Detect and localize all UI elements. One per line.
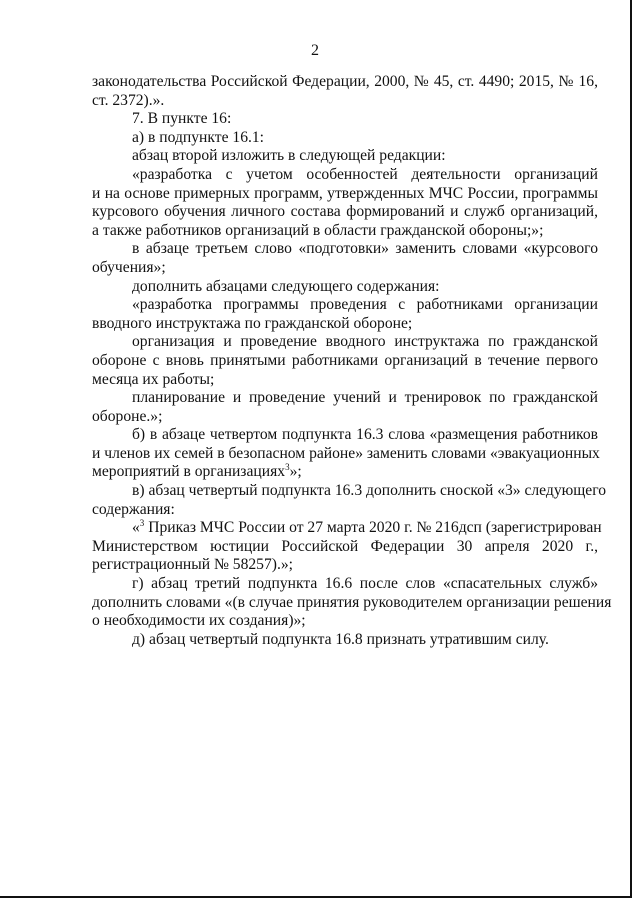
text-line: ст. 2372).». xyxy=(92,91,165,109)
text-line: законодательства Российской Федерации, 2000, № 45, ст. 4490; 2015, № 16, xyxy=(92,73,598,90)
text-line: «разработка программы проведения с работниками организации xyxy=(132,296,598,314)
text-line: вводного инструктажа по гражданской обороне; xyxy=(92,314,413,332)
text-segment: Приказ МЧС России от 27 марта 2020 г. № 216дсп (зарегистрирован xyxy=(144,519,602,537)
text-line: дополнить абзацами следующего содержания: xyxy=(132,277,440,295)
text-line: месяца их работы; xyxy=(92,370,215,388)
text-line: обороне.»; xyxy=(92,407,163,425)
text-line: г) абзац третий подпункта 16.6 после слов «спасательных служб» xyxy=(132,575,598,593)
text-segment: « xyxy=(132,519,140,537)
text-line: б) в абзаце четвертом подпункта 16.3 слова «размещения работников xyxy=(132,426,598,444)
text-line: организация и проведение вводного инструктажа по гражданской xyxy=(132,333,598,351)
text-line: а) в подпункте 16.1: xyxy=(132,128,265,146)
text-line: д) абзац четвертый подпункта 16.8 признать утратившим силу. xyxy=(132,630,549,648)
text-line: о необходимости их создания)»; xyxy=(92,612,306,630)
text-line: и членов их семей в безопасном районе» заменить словами «эвакуационных xyxy=(92,444,600,462)
page-number: 2 xyxy=(311,42,319,59)
text-line: 7. В пункте 16: xyxy=(132,110,232,128)
text-line: Министерством юстиции Российской Федерации 30 апреля 2020 г., xyxy=(92,537,598,555)
document-body xyxy=(92,73,612,649)
text-line: курсового обучения личного состава формирований и служб организаций, xyxy=(92,203,598,221)
text-line: и на основе примерных программ, утвержденных МЧС России, программы xyxy=(92,184,598,202)
text-line: обучения»; xyxy=(92,258,166,276)
footnote-marker: 3 xyxy=(285,462,290,473)
text-line: а также работников организаций в области гражданской обороны;»; xyxy=(92,221,544,239)
text-line: в абзаце третьем слово «подготовки» заменить словами «курсового xyxy=(132,240,598,258)
text-segment: »; xyxy=(289,463,302,481)
text-line: абзац второй изложить в следующей редакции: xyxy=(132,147,446,165)
text-line: в) абзац четвертый подпункта 16.3 дополнить сноской «3» следующего xyxy=(132,482,607,500)
text-line: «разработка с учетом особенностей деятельности организаций xyxy=(132,165,598,183)
text-line: дополнить словами «(в случае принятия руководителем организации решения xyxy=(92,593,612,611)
text-line: обороне с вновь принятыми работниками организаций в течение первого xyxy=(92,351,598,369)
text-line: содержания: xyxy=(92,500,175,518)
text-line-with-footnote xyxy=(92,518,602,538)
text-line-with-footnote xyxy=(92,463,598,482)
text-line: регистрационный № 58257).»; xyxy=(92,556,293,574)
text-segment: мероприятий в организациях xyxy=(92,463,286,481)
footnote-marker: 3 xyxy=(139,518,145,529)
text-line: планирование и проведение учений и тренировок по гражданской xyxy=(132,389,598,407)
